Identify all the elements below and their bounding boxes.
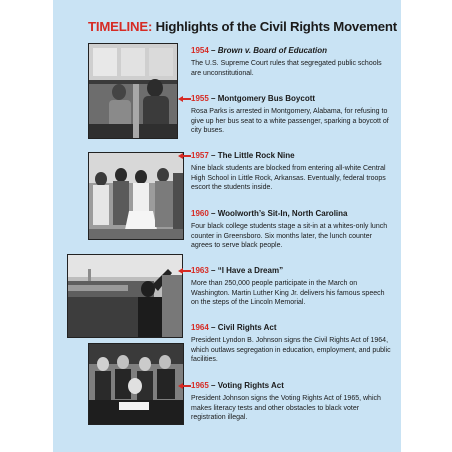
title-text: Highlights of the Civil Rights Movement — [155, 19, 397, 34]
entry-body: Nine black students are blocked from entering all-white Central High School in Little Rock, Arkansas. Eventually, federal troops escort the students inside. — [191, 165, 386, 192]
entry-year: 1965 — [191, 381, 209, 390]
timeline-entry-1964 — [191, 323, 391, 365]
timeline-entry-1960 — [191, 209, 391, 251]
entry-title: Woolworth’s Sit-In, North Carolina — [217, 209, 348, 218]
entry-body: President Lyndon B. Johnson signs the Civil Rights Act of 1964, which outlaws segregation in education, employment, and public facilities. — [191, 337, 391, 364]
entry-heading: 1964 – Civil Rights Act — [191, 323, 277, 332]
timeline-entry-1963 — [191, 266, 391, 308]
entry-body: More than 250,000 people participate in the March on Washington. Martin Luther King Jr. delivers his famous speech on the steps of the Lincoln Memorial. — [191, 280, 385, 307]
entry-title: Montgomery Bus Boycott — [217, 94, 316, 103]
entry-heading: 1965 – Voting Rights Act — [191, 381, 284, 390]
little-rock-photo — [88, 152, 184, 240]
entry-body: The U.S. Supreme Court rules that segregated public schools are unconstitutional. — [191, 60, 382, 77]
timeline-entry-1954 — [191, 46, 391, 78]
entry-title: The Little Rock Nine — [217, 151, 295, 160]
march-on-washington-photo — [67, 254, 183, 338]
arrow-icon — [178, 96, 191, 102]
entry-heading: 1963 – “I Have a Dream” — [191, 266, 284, 275]
entry-heading: 1954 – Brown v. Board of Education — [191, 46, 328, 55]
page-title — [88, 19, 397, 34]
entry-year: 1954 — [191, 46, 209, 55]
bus-photo — [88, 43, 178, 139]
entry-body: Rosa Parks is arrested in Montgomery, Alabama, for refusing to give up her bus seat to a white passenger, sparking a boycott of city buses. — [191, 108, 389, 135]
arrow-icon — [178, 383, 191, 389]
entry-title: “I Have a Dream” — [217, 266, 284, 275]
entry-title: Voting Rights Act — [217, 381, 284, 390]
entry-body: Four black college students stage a sit-in at a whites-only lunch counter in Greensboro. Six months later, the lunch counter agrees to serve black people. — [191, 223, 388, 250]
entry-title: Brown v. Board of Education — [217, 46, 328, 55]
entry-heading: 1960 – Woolworth’s Sit-In, North Carolina — [191, 209, 348, 218]
entry-heading: 1957 – The Little Rock Nine — [191, 151, 295, 160]
entry-year: 1960 — [191, 209, 209, 218]
timeline-entry-1955 — [191, 94, 391, 136]
timeline-entry-1965 — [191, 381, 391, 423]
arrow-icon — [178, 153, 191, 159]
entry-body: President Johnson signs the Voting Rights Act of 1965, which makes literacy tests and other obstacles to black voter registration illegal. — [191, 395, 381, 422]
signing-ceremony-photo — [88, 343, 184, 425]
entry-year: 1955 — [191, 94, 209, 103]
entry-year: 1963 — [191, 266, 209, 275]
timeline-entry-1957 — [191, 151, 391, 193]
entry-year: 1964 — [191, 323, 209, 332]
title-keyword: TIMELINE: — [88, 19, 153, 34]
arrow-icon — [178, 268, 191, 274]
entry-heading: 1955 – Montgomery Bus Boycott — [191, 94, 316, 103]
entry-year: 1957 — [191, 151, 209, 160]
entry-title: Civil Rights Act — [217, 323, 277, 332]
